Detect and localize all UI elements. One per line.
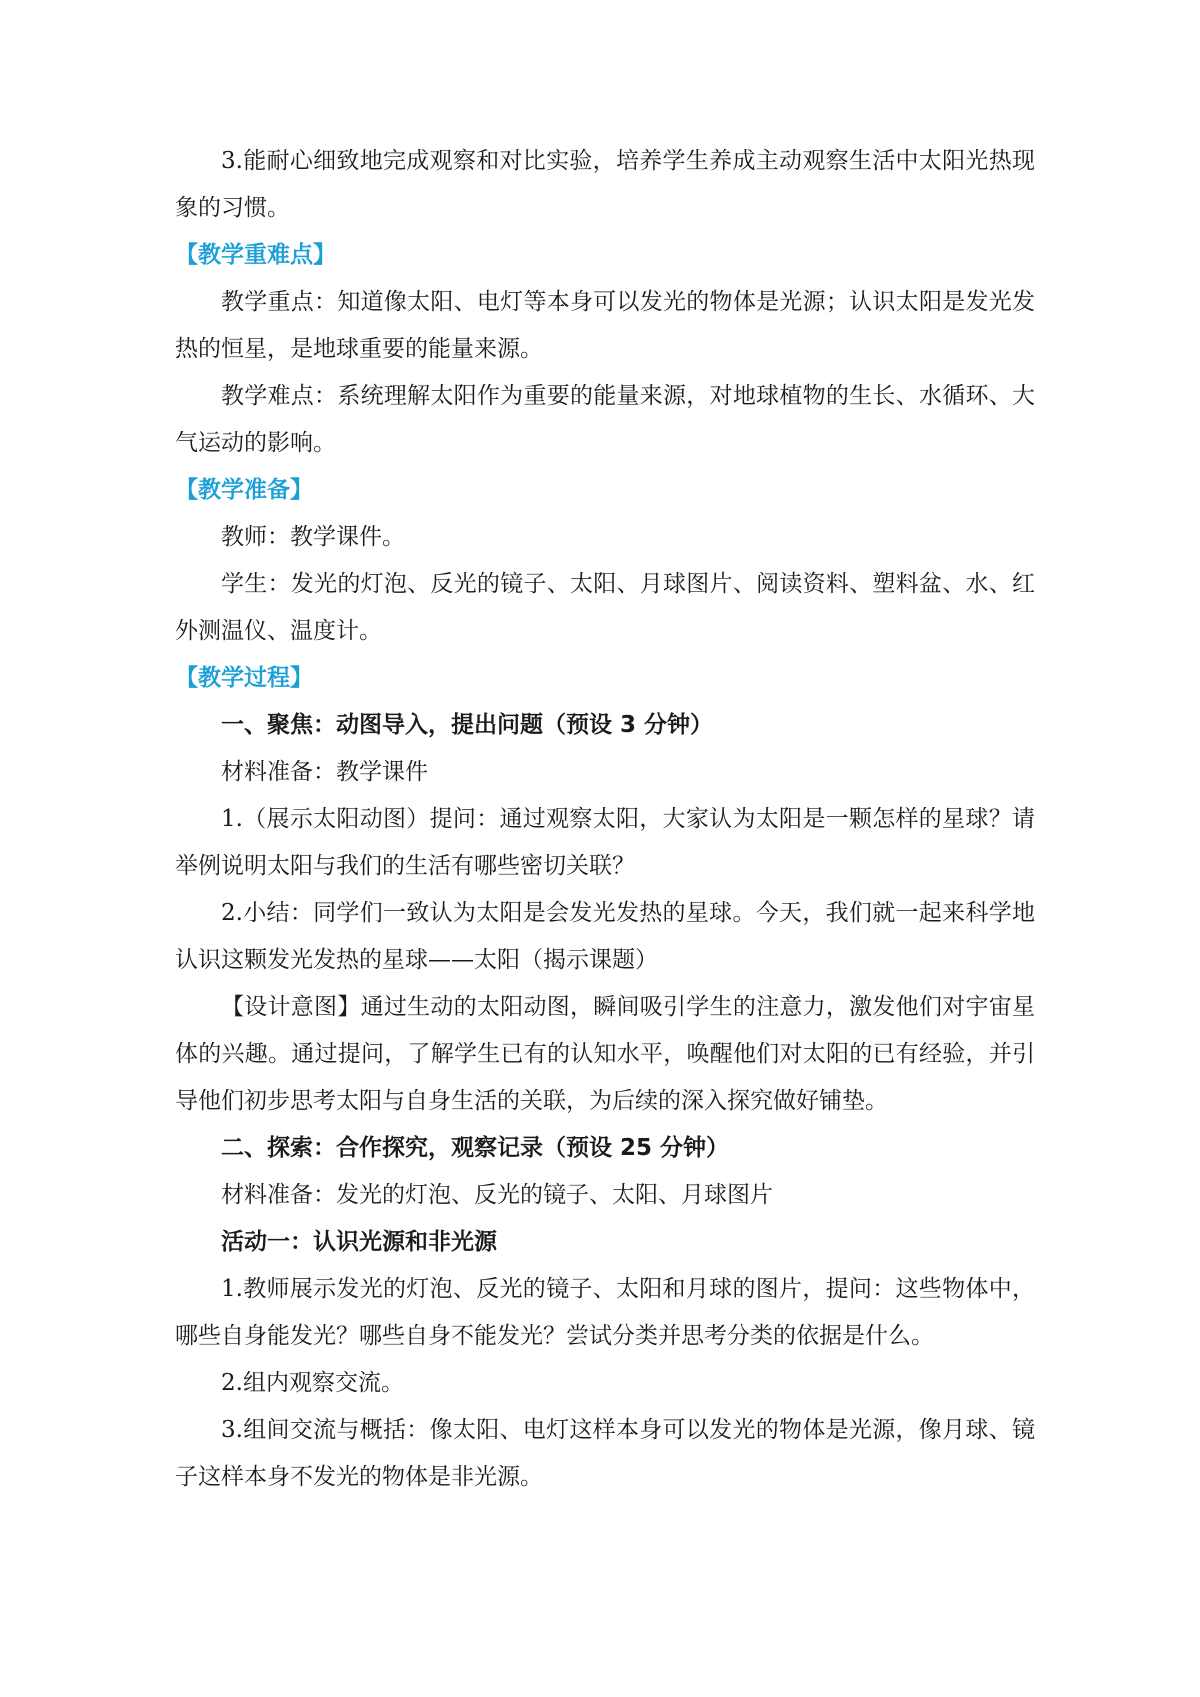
step-2-materials: 材料准备：发光的灯泡、反光的镜子、太阳、月球图片 [221,1182,773,1208]
objective-3: 3.能耐心细致地完成观察和对比实验，培养学生养成主动观察生活中太阳光热现象的习惯。 [175,148,1035,221]
section-heading-preparation: 【教学准备】 [175,477,313,503]
teacher-preparation: 教师：教学课件。 [221,524,405,550]
step-2-title: 二、探索：合作探究，观察记录（预设 25 分钟） [221,1135,730,1161]
student-preparation: 学生：发光的灯泡、反光的镜子、太阳、月球图片、阅读资料、塑料盆、水、红外测温仪、温度计。 [175,571,1035,644]
activity-1-item-3: 3.组间交流与概括：像太阳、电灯这样本身可以发光的物体是光源，像月球、镜子这样本身不发光的物体是非光源。 [175,1417,1035,1490]
step-1-design-intent: 【设计意图】通过生动的太阳动图，瞬间吸引学生的注意力，激发他们对宇宙星体的兴趣。通过提问，了解学生已有的认知水平，唤醒他们对太阳的已有经验，并引导他们初步思考太阳与自身生活的关联，为后续的深入探究做好铺垫。 [175,994,1035,1114]
document-page [175,138,1035,1501]
step-1-materials: 材料准备：教学课件 [221,759,428,785]
section-heading-key-points: 【教学重难点】 [175,242,336,268]
key-point: 教学重点：知道像太阳、电灯等本身可以发光的物体是光源；认识太阳是发光发热的恒星，是地球重要的能量来源。 [175,289,1035,362]
step-1-item-1: 1.（展示太阳动图）提问：通过观察太阳，大家认为太阳是一颗怎样的星球？请举例说明太阳与我们的生活有哪些密切关联？ [175,806,1035,879]
activity-1-title: 活动一：认识光源和非光源 [221,1229,497,1255]
difficult-point: 教学难点：系统理解太阳作为重要的能量来源，对地球植物的生长、水循环、大气运动的影响。 [175,383,1035,456]
step-1-title: 一、聚焦：动图导入，提出问题（预设 3 分钟） [221,712,714,738]
step-1-item-2: 2.小结：同学们一致认为太阳是会发光发热的星球。今天，我们就一起来科学地认识这颗发光发热的星球——太阳（揭示课题） [175,900,1035,973]
activity-1-item-1: 1.教师展示发光的灯泡、反光的镜子、太阳和月球的图片，提问：这些物体中，哪些自身能发光？哪些自身不能发光？尝试分类并思考分类的依据是什么。 [175,1276,1035,1349]
activity-1-item-2: 2.组内观察交流。 [221,1370,404,1396]
section-heading-process: 【教学过程】 [175,665,313,691]
